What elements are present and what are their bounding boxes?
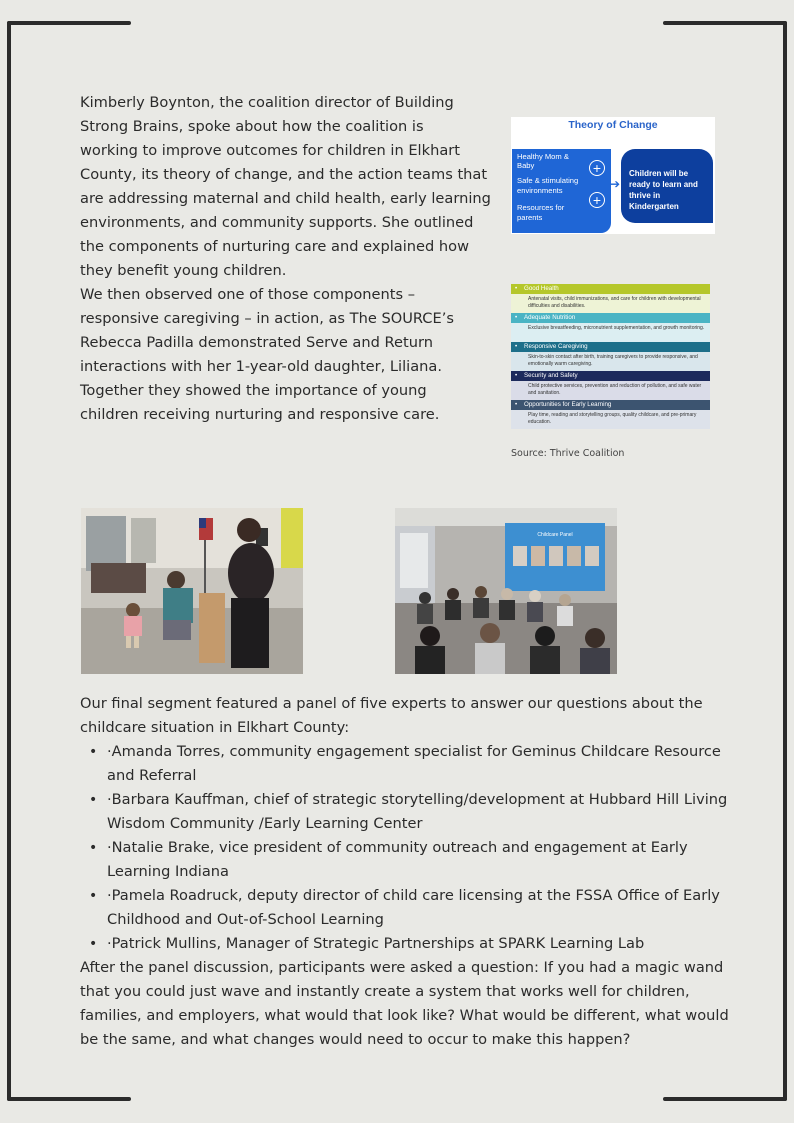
toc-outcome-box [621,149,713,223]
arrow-right-icon: ➔ [610,177,621,191]
list-item [80,788,727,836]
toc-inputs-box [512,149,611,233]
intro-line: interactions with her 1-year-old daughter, Liliana. [80,358,442,375]
panel-intro-line: childcare situation in Elkhart County: [80,719,350,736]
nurturing-care-label: • Good Health [511,284,710,294]
toc-input-line: Safe & stimulating [517,176,579,185]
frame-right [783,21,787,1101]
intro-line: Together they showed the importance of young [80,382,427,399]
nurturing-care-row [511,284,710,313]
panel-member-line: • ·Patrick Mullins, Manager of Strategic Partnerships at SPARK Learning Lab [107,935,645,952]
nurturing-care-desc: Antenatal visits, child immunizations, and care for children with developmental difficulties and disabilities. [511,294,710,313]
toc-title: Theory of Change [568,119,658,131]
photo-serve-and-return-image [81,508,303,674]
closing-line: After the panel discussion, participants were asked a question: If you had a magic wand [80,959,724,976]
toc-input-line: Healthy Mom & [517,152,569,161]
intro-line: children receiving nurturing and responsive care. [80,406,440,423]
closing-paragraph [80,956,729,1052]
frame-left [7,21,11,1101]
plus-icon: + [589,160,605,176]
list-item [80,884,727,932]
closing-line: be the same, and what changes would need to occur to make this happen? [80,1031,631,1048]
panel-member-line: • ·Amanda Torres, community engagement specialist for Geminus Childcare Resource [107,743,721,760]
panel-member-line: and Referral [107,767,197,784]
panel-member-line: Wisdom Community /Early Learning Center [107,815,423,832]
plus-icon: + [589,192,605,208]
photo-childcare-panel [395,508,617,674]
screen-title: Childcare Panel [537,532,573,538]
list-item [80,740,727,788]
panel-intro [80,692,703,740]
intro-line: the components of nurturing care and explained how [80,238,470,255]
intro-line: Rebecca Padilla demonstrated Serve and Return [80,334,433,351]
toc-outcome: Children will be ready to learn and thrive in Kindergarten [629,169,698,211]
nurturing-care-row [511,371,710,400]
theory-of-change-graphic [511,117,715,234]
intro-line: working to improve outcomes for children in Elkhart [80,142,460,159]
panel-member-line: Childhood and Out-of-School Learning [107,911,384,928]
nurturing-care-label: • Opportunities for Early Learning [511,400,710,410]
intro-line: Strong Brains, spoke about how the coalition is [80,118,424,135]
closing-line: that you could just wave and instantly create a system that works well for children, [80,983,690,1000]
panel-member-line: • ·Natalie Brake, vice president of community outreach and engagement at Early [107,839,688,856]
nurturing-care-row [511,342,710,371]
frame-top-right [663,21,787,25]
panel-member-list [80,740,727,956]
panel-intro-line: Our final segment featured a panel of five experts to answer our questions about the [80,695,703,712]
intro-paragraph [80,91,491,427]
nurturing-care-row [511,400,710,429]
nurturing-care-desc: Play time, reading and storytelling groups, quality childcare, and pre-primary education. [511,410,710,429]
source-caption: Source: Thrive Coalition [511,448,625,459]
panel-member-line: Learning Indiana [107,863,230,880]
list-item [80,836,727,884]
panel-member-line: • ·Pamela Roadruck, deputy director of child care licensing at the FSSA Office of Early [107,887,720,904]
intro-line: County, its theory of change, and the action teams that [80,166,488,183]
toc-input-line: Resources for [517,203,565,212]
nurturing-care-desc: Child protective services, prevention and reduction of pollution, and safe water and sanitation. [511,381,710,400]
frame-top-left [7,21,131,25]
photo-childcare-panel-image [395,508,617,674]
nurturing-care-desc: Exclusive breastfeeding, micronutrient supplementation, and growth monitoring. [511,323,710,342]
toc-input-line: Baby [517,161,535,170]
list-item [80,932,727,956]
nurturing-care-table [511,284,710,429]
intro-line: We then observed one of those components – [80,286,416,303]
intro-line: are addressing maternal and child health, early learning [80,190,491,207]
frame-bottom-right [663,1097,787,1101]
intro-line: responsive caregiving – in action, as The SOURCE’s [80,310,454,327]
toc-input-line: parents [517,213,543,222]
nurturing-care-label: • Security and Safety [511,371,710,381]
photo-serve-and-return [81,508,303,674]
frame-bottom-left [7,1097,131,1101]
nurturing-care-desc: Skin-to-skin contact after birth, training caregivers to provide responsive, and emotionally warm caregiving. [511,352,710,371]
panel-member-line: • ·Barbara Kauffman, chief of strategic storytelling/development at Hubbard Hill Living [107,791,728,808]
intro-line: environments, and community supports. She outlined [80,214,474,231]
nurturing-care-row [511,313,710,342]
intro-line: Kimberly Boynton, the coalition director of Building [80,94,454,111]
nurturing-care-label: • Responsive Caregiving [511,342,710,352]
intro-line: they benefit young children. [80,262,287,279]
toc-input-line: environments [517,186,563,195]
closing-line: families, and employers, what would that look like? What would be different, what would [80,1007,729,1024]
nurturing-care-label: • Adequate Nutrition [511,313,710,323]
